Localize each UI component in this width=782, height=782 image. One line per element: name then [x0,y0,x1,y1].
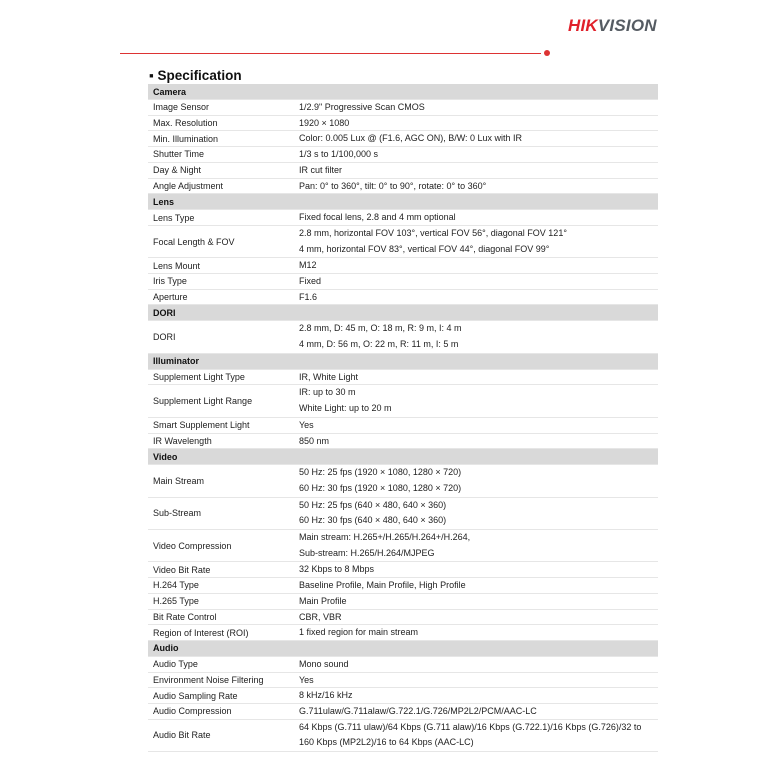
spec-row [148,131,658,147]
spec-value-line: 4 mm, D: 56 m, O: 22 m, R: 11 m, I: 5 m [299,339,459,350]
spec-row [148,465,658,497]
spec-value-line: IR cut filter [299,164,343,175]
logo-part-2: VISION [597,16,657,35]
spec-value [294,688,658,704]
spec-row [148,178,658,194]
spec-row [148,625,658,641]
spec-value-line: Main Profile [299,595,347,606]
spec-label: Angle Adjustment [148,178,294,194]
spec-value [294,274,658,290]
spec-row [148,417,658,433]
spec-row [148,562,658,578]
spec-value [294,530,658,562]
spec-value-line: IR, White Light [299,371,359,382]
spec-value-line: 2.8 mm, D: 45 m, O: 18 m, R: 9 m, I: 4 m [299,323,462,334]
spec-value-line: Baseline Profile, Main Profile, High Profile [299,580,466,591]
spec-value-line: Sub-stream: H.265/H.264/MJPEG [299,547,435,558]
spec-value-line: Pan: 0° to 360°, tilt: 0° to 90°, rotate: 0° to 360° [299,180,487,191]
category-label: Lens [148,194,658,210]
spec-label: Shutter Time [148,147,294,163]
spec-label: Region of Interest (ROI) [148,625,294,641]
spec-value [294,578,658,594]
spec-value [294,321,658,353]
spec-label: Video Bit Rate [148,562,294,578]
spec-value-line: 1/2.9" Progressive Scan CMOS [299,102,425,112]
spec-label: Iris Type [148,274,294,290]
category-header [148,449,658,465]
spec-value-line: Yes [299,419,314,430]
category-header [148,353,658,369]
spec-row [148,115,658,131]
spec-row [148,321,658,353]
category-header [148,305,658,321]
spec-label: Image Sensor [148,100,294,116]
spec-value-line: Color: 0.005 Lux @ (F1.6, AGC ON), B/W: 0 Lux with IR [299,133,523,144]
spec-label: Min. Illumination [148,131,294,147]
spec-label: DORI [148,321,294,353]
spec-value [294,115,658,131]
category-header [148,84,658,100]
spec-value-line: 1920 × 1080 [299,117,350,128]
spec-label: Audio Bit Rate [148,719,294,751]
spec-row [148,609,658,625]
spec-value [294,178,658,194]
spec-value-line: Fixed focal lens, 2.8 and 4 mm optional [299,212,456,223]
spec-row [148,147,658,163]
spec-value [294,385,658,417]
spec-value [294,465,658,497]
category-header [148,194,658,210]
spec-value [294,258,658,274]
spec-value-line: Yes [299,674,314,685]
spec-row [148,530,658,562]
spec-value [294,417,658,433]
spec-value [294,609,658,625]
spec-value [294,210,658,226]
spec-row [148,688,658,704]
spec-label: Supplement Light Type [148,369,294,385]
spec-value [294,100,658,116]
spec-label: H.264 Type [148,578,294,594]
spec-value [294,656,658,672]
spec-label: Sub-Stream [148,497,294,529]
spec-label: Environment Noise Filtering [148,672,294,688]
spec-value [294,225,658,257]
category-label: Camera [148,84,658,100]
spec-row [148,593,658,609]
spec-label: Lens Type [148,210,294,226]
spec-value-line: 50 Hz: 25 fps (640 × 480, 640 × 360) [299,499,447,510]
spec-row [148,258,658,274]
spec-value [294,625,658,641]
category-label: Audio [148,640,658,656]
spec-value [294,289,658,305]
spec-label: Audio Sampling Rate [148,688,294,704]
spec-value-line: 8 kHz/16 kHz [299,690,353,701]
spec-value-line: 50 Hz: 25 fps (1920 × 1080, 1280 × 720) [299,467,462,478]
spec-label: Lens Mount [148,258,294,274]
spec-value-line: IR: up to 30 m [299,387,356,398]
spec-value-line: Fixed [299,276,322,286]
spec-value-line: CBR, VBR [299,611,342,622]
spec-label: Bit Rate Control [148,609,294,625]
spec-row [148,162,658,178]
spec-value-line: 60 Hz: 30 fps (1920 × 1080, 1280 × 720) [299,482,462,493]
spec-value-line: White Light: up to 20 m [299,403,392,414]
spec-label: Audio Type [148,656,294,672]
spec-label: Supplement Light Range [148,385,294,417]
spec-value [294,497,658,529]
spec-row [148,210,658,226]
spec-value [294,562,658,578]
spec-row [148,433,658,449]
spec-row [148,100,658,116]
spec-row [148,704,658,720]
category-label: Video [148,449,658,465]
spec-row [148,656,658,672]
spec-value-line: 160 Kbps (MP2L2)/16 to 64 Kbps (AAC-LC) [299,737,474,748]
spec-row [148,289,658,305]
spec-row [148,719,658,751]
header-rule [120,53,541,54]
spec-row [148,274,658,290]
category-label: DORI [148,305,658,321]
spec-value-line: 4 mm, horizontal FOV 83°, vertical FOV 44°, diagonal FOV 99° [299,243,550,254]
spec-value-line: G.711ulaw/G.711alaw/G.722.1/G.726/MP2L2/PCM/AAC-LC [299,706,537,717]
spec-row [148,578,658,594]
spec-value [294,147,658,163]
spec-value-line: 1 fixed region for main stream [299,627,419,638]
header-rule-dot [544,50,550,56]
spec-label: IR Wavelength [148,433,294,449]
category-header [148,640,658,656]
spec-row [148,497,658,529]
category-label: Illuminator [148,353,658,369]
section-title-text: Specification [157,68,242,83]
spec-value [294,433,658,449]
spec-value [294,593,658,609]
spec-label: Video Compression [148,530,294,562]
section-title: ▪ Specification [149,68,242,83]
spec-row [148,225,658,257]
spec-label: Main Stream [148,465,294,497]
spec-value [294,369,658,385]
spec-label: Max. Resolution [148,115,294,131]
spec-label: Audio Compression [148,704,294,720]
spec-value [294,719,658,751]
specification-table [148,84,658,752]
spec-value [294,131,658,147]
spec-label: H.265 Type [148,593,294,609]
spec-row [148,672,658,688]
spec-label: Focal Length & FOV [148,225,294,257]
spec-row [148,385,658,417]
spec-value-line: F1.6 [299,291,318,302]
spec-value-line: 1/3 s to 1/100,000 s [299,149,379,160]
spec-value [294,704,658,720]
spec-label: Aperture [148,289,294,305]
spec-value-line: 32 Kbps to 8 Mbps [299,564,375,575]
spec-value-line: M12 [299,260,317,271]
spec-value-line: Mono sound [299,658,349,669]
logo-part-1: HIK [568,16,598,35]
spec-value [294,162,658,178]
spec-label: Smart Supplement Light [148,417,294,433]
spec-value-line: 850 nm [299,435,330,446]
spec-row [148,369,658,385]
spec-value-line: 60 Hz: 30 fps (640 × 480, 640 × 360) [299,515,447,526]
spec-label: Day & Night [148,162,294,178]
spec-value-line: 64 Kbps (G.711 ulaw)/64 Kbps (G.711 alaw)/16 Kbps (G.722.1)/16 Kbps (G.726)/32 to [299,721,642,732]
hikvision-logo [568,16,657,36]
spec-value-line: 2.8 mm, horizontal FOV 103°, vertical FOV 56°, diagonal FOV 121° [299,227,567,238]
spec-value-line: Main stream: H.265+/H.265/H.264+/H.264, [299,532,471,543]
spec-value [294,672,658,688]
